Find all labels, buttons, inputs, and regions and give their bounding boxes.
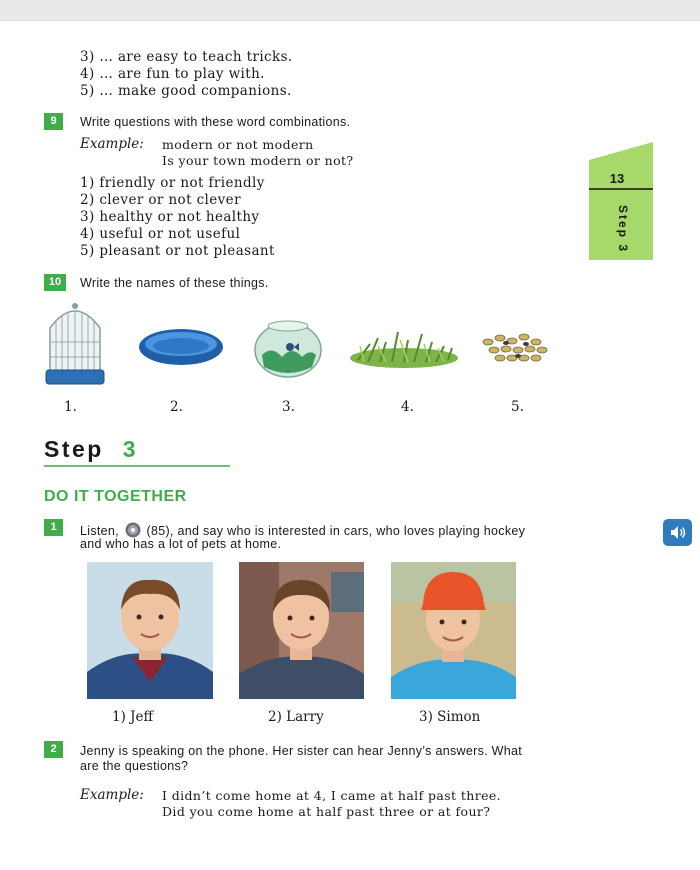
grass-icon bbox=[348, 326, 460, 372]
instruction-text: Jenny is speaking on the phone. Her sister can hear Jenny’s answers. What bbox=[80, 744, 523, 758]
list-item: 3) … are easy to teach tricks. bbox=[80, 49, 293, 65]
picture-number: 4. bbox=[401, 399, 414, 415]
birdcage-icon bbox=[42, 302, 108, 388]
seeds-icon bbox=[478, 330, 550, 366]
picture-number: 3. bbox=[282, 399, 295, 415]
example-text: Did you come home at half past three or at four? bbox=[162, 804, 491, 819]
exercise-instruction bbox=[80, 522, 525, 538]
exercise-instruction: Write questions with these word combinations. bbox=[80, 115, 351, 129]
speaker-icon bbox=[663, 519, 692, 546]
photo-simon bbox=[391, 562, 516, 699]
list-item: 1) friendly or not friendly bbox=[80, 175, 265, 191]
instruction-text: (85), and say who is interested in cars, who loves playing hockey bbox=[146, 524, 526, 538]
step-word: Step bbox=[44, 436, 104, 462]
step-heading bbox=[44, 436, 138, 463]
list-item: 4) useful or not useful bbox=[80, 226, 241, 242]
picture-number: 1. bbox=[64, 399, 77, 415]
exercise-instruction: Write the names of these things. bbox=[80, 276, 269, 290]
list-item: 3) healthy or not healthy bbox=[80, 209, 260, 225]
example-label: Example: bbox=[80, 136, 144, 152]
list-item: 5) … make good companions. bbox=[80, 83, 292, 99]
exercise-number: 2 bbox=[44, 741, 63, 758]
example-text: I didn’t come home at 4, I came at half past three. bbox=[162, 788, 502, 803]
picture-number: 5. bbox=[511, 399, 524, 415]
example-text: modern or not modern bbox=[162, 137, 314, 152]
bowl-icon bbox=[136, 325, 226, 373]
photo-caption: 1) Jeff bbox=[112, 709, 154, 725]
photo-larry bbox=[239, 562, 364, 699]
photo-caption: 2) Larry bbox=[268, 709, 324, 725]
photo-jeff bbox=[87, 562, 213, 699]
exercise-number: 1 bbox=[44, 519, 63, 536]
instruction-text: are the questions? bbox=[80, 759, 189, 773]
example-label: Example: bbox=[80, 787, 144, 803]
exercise-number: 9 bbox=[44, 113, 63, 130]
page-number: 13 bbox=[609, 171, 625, 186]
audio-button[interactable] bbox=[663, 519, 692, 546]
list-item: 5) pleasant or not pleasant bbox=[80, 243, 275, 259]
example-text: Is your town modern or not? bbox=[162, 153, 354, 168]
instruction-text: Listen, bbox=[80, 524, 119, 538]
fishbowl-icon bbox=[252, 315, 324, 379]
list-item: 4) … are fun to play with. bbox=[80, 66, 265, 82]
step-sidebar-tab bbox=[589, 142, 653, 260]
sidebar-step-label: Step 3 bbox=[616, 204, 630, 253]
instruction-text: and who has a lot of pets at home. bbox=[80, 537, 282, 551]
picture-number: 2. bbox=[170, 399, 183, 415]
list-item: 2) clever or not clever bbox=[80, 192, 241, 208]
section-heading: DO IT TOGETHER bbox=[44, 488, 187, 505]
photo-caption: 3) Simon bbox=[419, 709, 481, 725]
cd-icon[interactable] bbox=[125, 522, 141, 538]
viewer-top-bar bbox=[0, 0, 700, 21]
exercise-number: 10 bbox=[44, 274, 66, 291]
step-number: 3 bbox=[122, 436, 139, 462]
heading-underline bbox=[44, 465, 230, 467]
